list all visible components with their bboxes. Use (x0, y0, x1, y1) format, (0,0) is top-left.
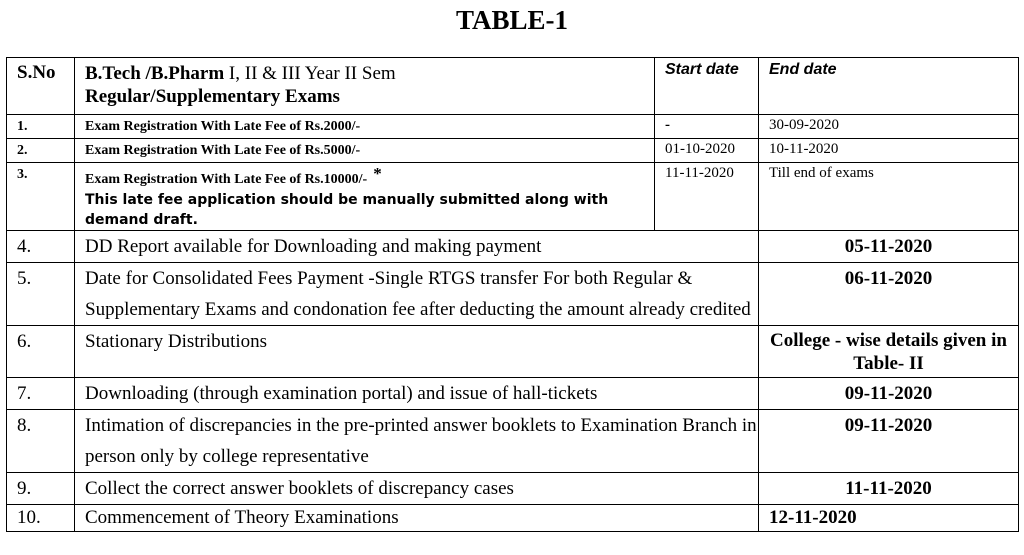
row-sno: 2. (7, 139, 75, 163)
row-sno: 4. (7, 231, 75, 263)
row-desc: Commencement of Theory Examinations (75, 505, 759, 532)
row-sno: 9. (7, 473, 75, 505)
row-desc: Date for Consolidated Fees Payment -Single RTGS transfer For both Regular & Supplementary Exams and condonation fee after deducting the amount already credited (75, 263, 759, 326)
row-sno: 7. (7, 378, 75, 410)
header-end-date: End date (759, 58, 1019, 115)
row-desc: Exam Registration With Late Fee of Rs.10000/- (85, 172, 368, 187)
row-date: 11-11-2020 (759, 473, 1019, 505)
row-desc: Collect the correct answer booklets of discrepancy cases (75, 473, 759, 505)
row-desc: DD Report available for Downloading and making payment (75, 231, 759, 263)
table-row (7, 505, 1019, 532)
row-desc: Exam Registration With Late Fee of Rs.5000/- (75, 139, 655, 163)
row-sno: 6. (7, 326, 75, 378)
page-title: TABLE-1 (455, 5, 569, 35)
row-sno: 1. (7, 115, 75, 139)
schedule-table (6, 57, 1019, 532)
row-desc: Downloading (through examination portal) and issue of hall-tickets (75, 378, 759, 410)
table-row (7, 163, 1019, 231)
row-desc: Exam Registration With Late Fee of Rs.2000/- (75, 115, 655, 139)
asterisk-mark: * (373, 164, 382, 183)
row-date: 06-11-2020 (759, 263, 1019, 326)
header-start-date: Start date (655, 58, 759, 115)
row-note: This late fee application should be manually submitted along with demand draft. (85, 192, 609, 228)
row-date: 05-11-2020 (759, 231, 1019, 263)
row-desc: Intimation of discrepancies in the pre-printed answer booklets to Examination Branch in person only by college representative (75, 410, 759, 473)
header-program-sub: Regular/Supplementary Exams (85, 86, 340, 107)
table-row (7, 139, 1019, 163)
row-start-date: 11-11-2020 (655, 163, 759, 231)
table-row (7, 410, 1019, 473)
header-program-name: B.Tech /B.Pharm (85, 63, 225, 84)
table-row (7, 473, 1019, 505)
header-program-years: I, II & III Year II Sem (228, 63, 396, 84)
row-date: 12-11-2020 (759, 505, 1019, 532)
row-date: College - wise details given in Table- II (759, 326, 1019, 378)
header-program (75, 58, 655, 115)
row-start-date: 01-10-2020 (655, 139, 759, 163)
row-start-date: - (655, 115, 759, 139)
row-sno: 8. (7, 410, 75, 473)
table-row (7, 115, 1019, 139)
row-end-date: 10-11-2020 (759, 139, 1019, 163)
row-end-date: 30-09-2020 (759, 115, 1019, 139)
table-header-row (7, 58, 1019, 115)
row-desc-cell (75, 163, 655, 231)
table-row (7, 326, 1019, 378)
row-desc: Stationary Distributions (75, 326, 759, 378)
table-row (7, 231, 1019, 263)
table-row (7, 378, 1019, 410)
table-row (7, 263, 1019, 326)
row-sno: 10. (7, 505, 75, 532)
header-sno: S.No (7, 58, 75, 115)
row-sno: 5. (7, 263, 75, 326)
row-date: 09-11-2020 (759, 410, 1019, 473)
row-sno: 3. (7, 163, 75, 231)
row-end-date: Till end of exams (759, 163, 1019, 231)
row-date: 09-11-2020 (759, 378, 1019, 410)
